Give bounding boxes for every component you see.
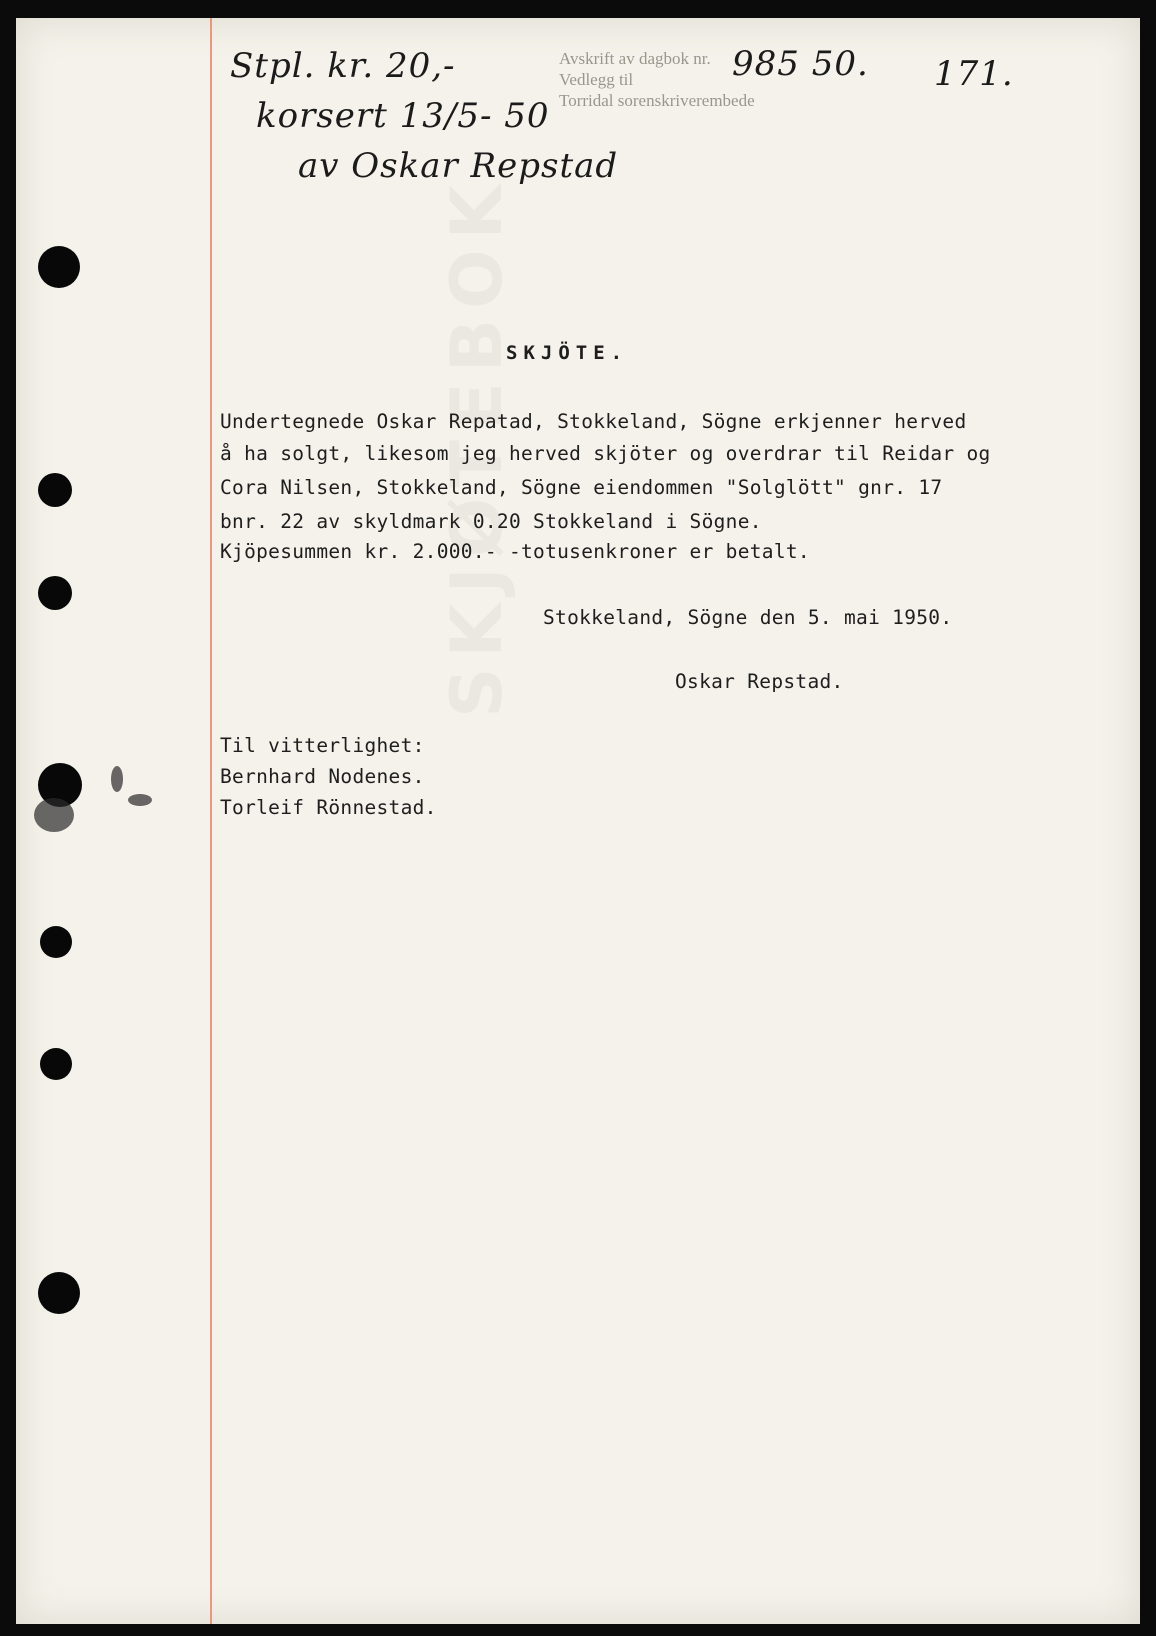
punch-hole <box>38 473 72 507</box>
witness-heading: Til vitterlighet: <box>220 734 425 757</box>
paper-watermark: SKJØTEBOK <box>436 175 518 718</box>
margin-note-line3: av Oskar Repstad <box>298 146 619 186</box>
body-line-4: bnr. 22 av skyldmark 0.20 Stokkeland i Sögne. <box>220 510 762 533</box>
punch-hole <box>38 1272 80 1314</box>
stamp-line1: Avskrift av dagbok nr. <box>559 49 711 68</box>
ink-smudge <box>111 766 123 792</box>
witness-2: Torleif Rönnestad. <box>220 796 437 819</box>
body-line-5: Kjöpesummen kr. 2.000.- -totusenkroner er betalt. <box>220 540 810 563</box>
punch-hole <box>40 926 72 958</box>
margin-note-line2: korsert 13/5- 50 <box>256 96 550 136</box>
ink-smudge <box>128 794 152 806</box>
page-number: 171. <box>934 54 1014 94</box>
margin-rule <box>210 18 212 1624</box>
witness-1: Bernhard Nodenes. <box>220 765 425 788</box>
body-line-1: Undertegnede Oskar Repatad, Stokkeland, Sögne erkjenner herved <box>220 410 967 433</box>
document-page <box>16 18 1140 1624</box>
punch-hole <box>38 576 72 610</box>
stamp-line2: Vedlegg til <box>559 70 634 89</box>
signature: Oskar Repstad. <box>675 670 844 693</box>
punch-hole <box>40 1048 72 1080</box>
dagbok-number: 985 50. <box>732 44 869 84</box>
margin-note-line1: Stpl. kr. 20,- <box>230 46 456 86</box>
ink-smudge <box>34 798 74 832</box>
document-title: SKJÖTE. <box>506 342 629 364</box>
body-line-2: å ha solgt, likesom jeg herved skjöter og overdrar til Reidar og <box>220 442 991 465</box>
date-line: Stokkeland, Sögne den 5. mai 1950. <box>543 606 953 629</box>
body-line-3: Cora Nilsen, Stokkeland, Sögne eiendommen "Solglött" gnr. 17 <box>220 476 943 499</box>
stamp-line3: Torridal sorenskriverembede <box>559 91 755 110</box>
punch-hole <box>38 246 80 288</box>
